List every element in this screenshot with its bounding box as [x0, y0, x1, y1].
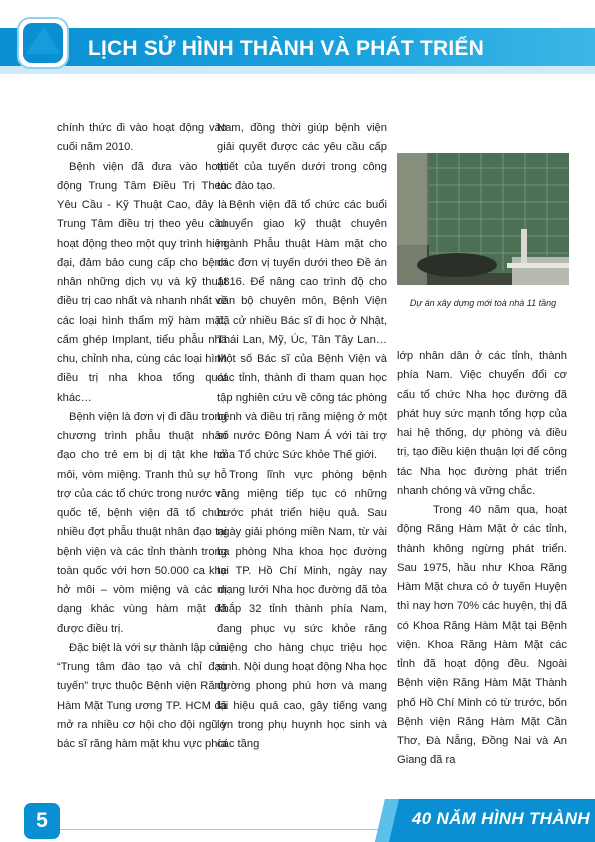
paragraph: Trong lĩnh vực phòng bệnh răng miệng tiếp tục có những bước phát triển hiệu quả. Sau ngày giải phóng miền Nam, từ vài ba phòng Nha khoa học đường tại TP. Hồ Chí Minh, ngày nay mạng lưới Nha học đường đã tỏa khắp 32 tỉnh thành phía Nam, đang phục vụ sức khỏe răng miệng cho hàng chục triệu học sinh. Nội dung hoạt động Nha học đường phong phú hơn và mang lại hiệu quả cao, gây tiếng vang lớn trong phụ huynh học sinh và các tầng [217, 468, 387, 750]
footer-tagline: 40 NĂM HÌNH THÀNH [412, 809, 590, 828]
paragraph: Bệnh viện đã tổ chức các buổi chuyển giao kỹ thuật chuyên ngành Phẫu thuật Hàm mặt cho các đơn vị tuyến dưới theo Đề án 1816. Để nâng cao trình độ cho cán bộ chuyên môn, Bệnh Viện đã cử nhiều Bác sĩ đi học ở Nhật, Thái Lan, Mỹ, Úc, Tân Tây Lan… Một số Bác sĩ của Bệnh Viện và các tỉnh, thành đi tham quan học tập nghiên cứu về công tác phòng bệnh và điều trị răng miệng ở một số nước Đông Nam Á với tài trợ của Tổ chức Sức khỏe Thế giới. [217, 199, 387, 462]
building-construction-photo [397, 153, 569, 285]
paragraph: Đặc biệt là với sự thành lập của “Trung tâm đào tạo và chỉ đạo tuyến” trực thuộc Bệnh viện Răng Hàm Mặt Tung ương TP. HCM đã mở ra nhiều cơ hội cho đội ngũ y bác sĩ răng hàm mặt khu vực phía [57, 641, 227, 750]
paragraph: Nam, đồng thời giúp bệnh viện giải quyết được các yêu cầu cấp thiết của tuyến dưới trong công tác đào tạo. [217, 122, 387, 192]
paragraph: Bệnh viện đã đưa vào hoạt động Trung Tâm Điều Trị Theo Yêu Cầu - Kỹ Thuật Cao, đây là Trung Tâm điều trị theo yêu cầu hoạt động theo một quy trình hiện đại, đảm bảo cung cấp cho bệnh nhân những dịch vụ và kỹ thuật điều trị cao nhất và nhanh nhất về các loại hình thẩm mỹ hàm mặt, cấm ghép Implant, tiểu phẫu nha chu, chỉnh nha, cùng các loại hình điều trị nha khoa tổng quát khác… [57, 160, 227, 404]
page-title: LỊCH SỬ HÌNH THÀNH VÀ PHÁT TRIỂN [88, 37, 484, 60]
paragraph: chính thức đi vào hoạt động vào cuối năm 2010. [57, 122, 227, 154]
paragraph: lớp nhân dân ở các tỉnh, thành phía Nam. Việc chuyển đổi cơ cấu tổ chức Nha học đường đã phát huy sức mạnh tổng hợp của hai hệ thống, dự phòng và điều trị, tạo điều kiện thuận lợi để công tác Nha học đường phát triển nhanh chóng và vững chắc. [397, 350, 567, 497]
header-logo-icon [14, 14, 72, 72]
photo-caption: Dự án xây dựng mới toà nhà 11 tầng [409, 298, 557, 308]
text-column-2 [217, 119, 387, 754]
page-number: 5 [36, 809, 48, 832]
header-band [0, 66, 595, 74]
paragraph: Trong 40 năm qua, hoạt động Răng Hàm Mặt ở các tỉnh, thành không ngừng phát triển. Sau 1975, hầu như Khoa Răng Hàm Mặt chưa có ở tuyến Huyện thì nay hơn 70% các huyện, thị đã có Khoa Răng Hàm Mặt tại Bệnh viện. Khoa Răng Hàm Mặt các tỉnh đã hoạt động đều. Ngoài Bệnh viện Răng Hàm Mặt Thành phố Hồ Chí Minh có từ trước, bốn Bệnh viện Răng Hàm Mặt Cần Thơ, Đà Nẵng, Đồng Nai và An Giang đã ra [397, 504, 567, 767]
paragraph: Bệnh viện là đơn vị đi đầu trong chương trình phẫu thuật nhân đạo cho trẻ em bị dị tật khe hở môi, vòm miệng. Tranh thủ sự hỗ trợ của các tổ chức trong nước và quốc tế, bệnh viện đã tổ chức nhiều đợt phẫu thuật nhân đạo tại bệnh viện và các tỉnh thành trong toàn quốc với hơn 50.000 ca khe hở môi – vòm miệng và các dị dạng khác vùng hàm mặt đã được điều trị. [57, 410, 227, 635]
text-column-3 [397, 347, 567, 771]
text-column-1 [57, 119, 227, 754]
